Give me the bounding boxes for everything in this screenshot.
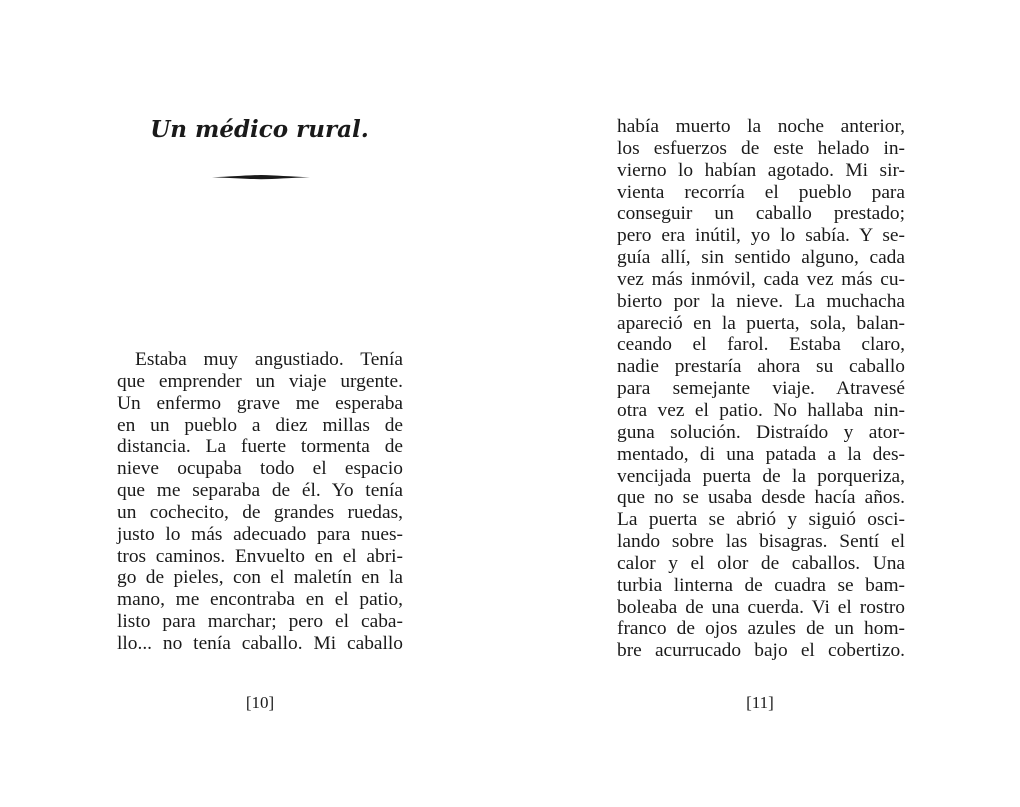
text-line: listo para marchar; pero el caba- <box>117 611 403 633</box>
text-line: La puerta se abrió y siguió osci- <box>617 509 905 531</box>
chapter-title: Un médico rural. <box>150 116 369 143</box>
text-line: vierno lo habían agotado. Mi sir- <box>617 159 905 181</box>
text-line: apareció en la puerta, sola, balan- <box>617 312 905 334</box>
page-number: [10] <box>245 693 275 712</box>
page-number: [11] <box>746 693 774 712</box>
text-line: guía allí, sin sentido alguno, cada <box>617 247 905 269</box>
text-line: que no se usaba desde hacía años. <box>617 487 905 509</box>
text-line: nadie prestaría ahora su caballo <box>617 356 905 378</box>
text-line: pero era inútil, yo lo sabía. Y se- <box>617 225 905 247</box>
text-line: otra vez el patio. No hallaba nin- <box>617 399 905 421</box>
text-line: distancia. La fuerte tormenta de <box>117 436 403 458</box>
text-line: en un pueblo a diez millas de <box>117 414 403 436</box>
text-line: guna solución. Distraído y ator- <box>617 421 905 443</box>
right-body-text <box>617 116 905 662</box>
text-line: nieve ocupaba todo el espacio <box>117 458 403 480</box>
text-line: justo lo más adecuado para nues- <box>117 523 403 545</box>
text-line: go de pieles, con el maletín en la <box>117 567 403 589</box>
text-line: para semejante viaje. Atravesé <box>617 378 905 400</box>
text-line: vienta recorría el pueblo para <box>617 181 905 203</box>
text-line: conseguir un caballo prestado; <box>617 203 905 225</box>
text-line: Un enfermo grave me esperaba <box>117 392 403 414</box>
text-line: franco de ojos azules de un hom- <box>617 618 905 640</box>
text-line: que emprender un viaje urgente. <box>117 370 403 392</box>
text-line: calor y el olor de caballos. Una <box>617 552 905 574</box>
text-line: que me separaba de él. Yo tenía <box>117 480 403 502</box>
text-line: vez más inmóvil, cada vez más cu- <box>617 268 905 290</box>
text-line: vencijada puerta de la porqueriza, <box>617 465 905 487</box>
text-line: turbia linterna de cuadra se bam- <box>617 574 905 596</box>
text-line: bre acurrucado bajo el cobertizo. <box>617 640 905 662</box>
text-line: Estaba muy angustiado. Tenía <box>135 349 403 370</box>
text-line: un cochecito, de grandes ruedas, <box>117 501 403 523</box>
text-line: ceando el farol. Estaba claro, <box>617 334 905 356</box>
title-ornament-rule <box>212 173 310 181</box>
text-line: mano, me encontraba en el patio, <box>117 589 403 611</box>
text-line: llo... no tenía caballo. Mi caballo <box>117 632 403 654</box>
text-line: los esfuerzos de este helado in- <box>617 137 905 159</box>
text-line: tros caminos. Envuelto en el abri- <box>117 545 403 567</box>
text-line: había muerto la noche anterior, <box>617 116 905 137</box>
right-page <box>510 0 1020 807</box>
text-line: bierto por la nieve. La muchacha <box>617 290 905 312</box>
text-line: boleaba de una cuerda. Vi el rostro <box>617 596 905 618</box>
text-line: mentado, di una patada a la des- <box>617 443 905 465</box>
left-body-text <box>117 349 403 655</box>
text-line: lando sobre las bisagras. Sentí el <box>617 531 905 553</box>
